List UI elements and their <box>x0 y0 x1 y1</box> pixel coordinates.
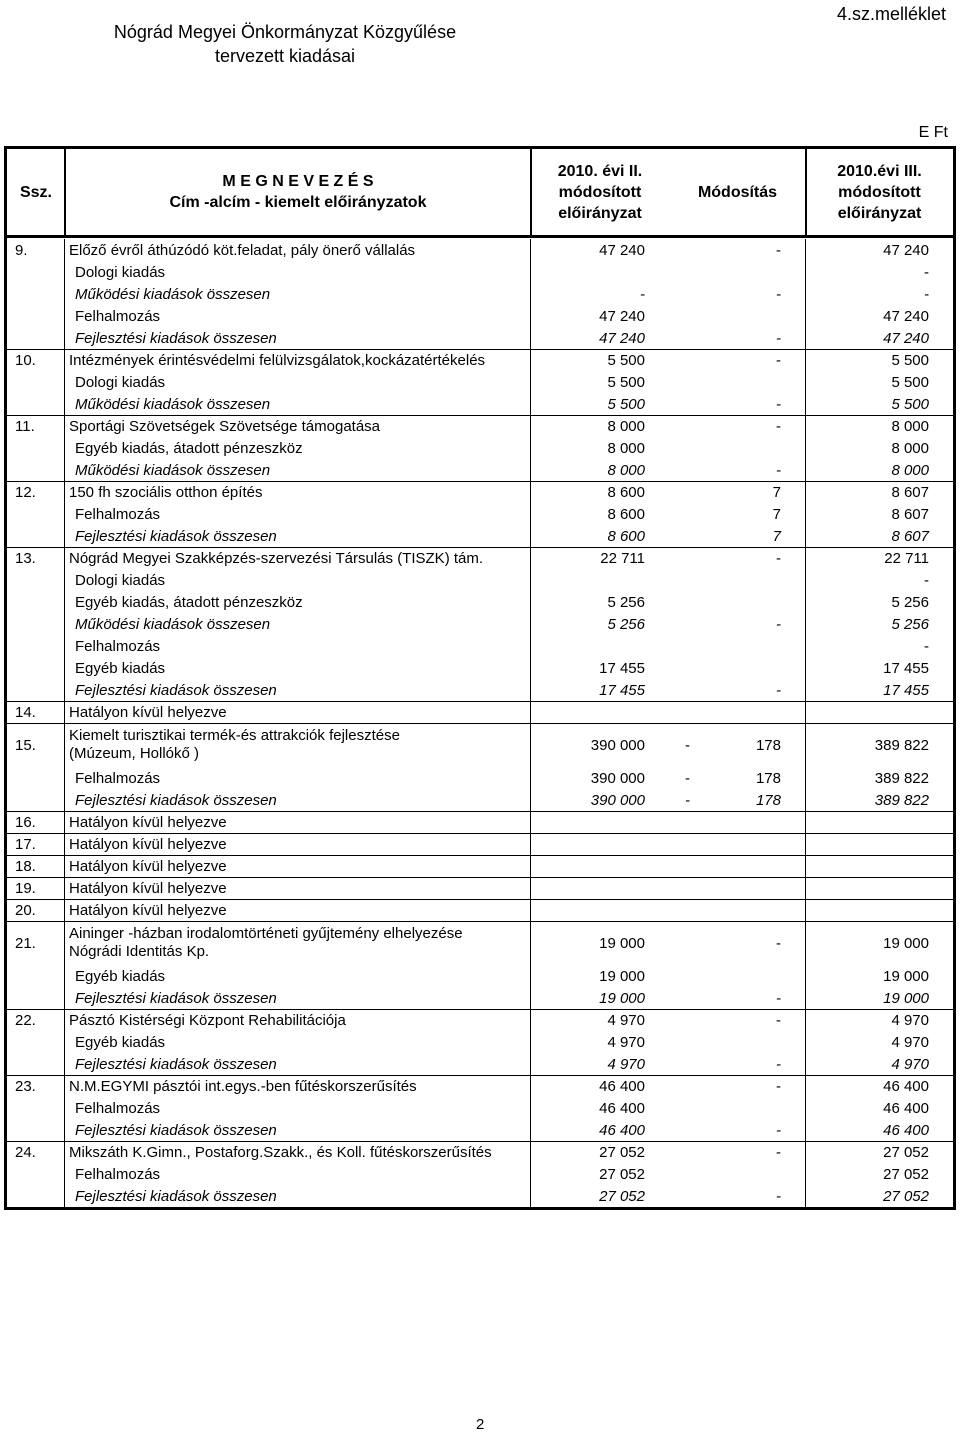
row-value-c2: - <box>776 1122 781 1139</box>
row-divider <box>7 701 953 702</box>
row-name: Felhalmozás <box>75 1100 161 1117</box>
row-name: Dologi kiadás <box>75 264 166 281</box>
row-name: N.M.EGYMI pásztói int.egys.-ben fűtéskorszerűsítés <box>69 1078 417 1095</box>
header-ssz: Ssz. <box>19 183 52 201</box>
table-row <box>7 371 953 393</box>
table-row <box>7 833 953 855</box>
row-value-c3: 17 455 <box>883 660 929 677</box>
row-name: Előző évről áthúzódó köt.feladat, pály önerő vállalás <box>69 242 416 259</box>
row-value-c3: 8 607 <box>891 484 929 501</box>
table-row <box>7 525 953 547</box>
row-ssz: 11. <box>15 418 35 435</box>
row-name: Dologi kiadás <box>75 572 166 589</box>
row-name: Működési kiadások összesen <box>75 396 271 413</box>
document-title-line1: Nógrád Megyei Önkormányzat Közgyűlése <box>113 22 457 42</box>
row-name: Pásztó Kistérségi Központ Rehabilitációja <box>69 1012 346 1029</box>
row-value-c3: 47 240 <box>883 242 929 259</box>
table-row <box>7 1009 953 1031</box>
table-header <box>7 149 953 238</box>
row-value-c1: 8 000 <box>607 418 645 435</box>
row-name: Dologi kiadás <box>75 374 166 391</box>
table-row <box>7 899 953 921</box>
row-value-c2: - <box>776 330 781 347</box>
budget-table <box>4 146 956 1210</box>
row-value-c2: - <box>776 550 781 567</box>
table-row <box>7 855 953 877</box>
row-value-c2: - <box>776 396 781 413</box>
row-ssz: 15. <box>15 737 36 754</box>
row-value-c3: 27 052 <box>883 1144 929 1161</box>
row-value-c2: - <box>776 352 781 369</box>
row-value-c3: 8 607 <box>891 506 929 523</box>
row-value-c3: 17 455 <box>883 682 929 699</box>
row-value-c1: 5 500 <box>607 374 645 391</box>
row-name-line2: (Múzeum, Hollókő ) <box>69 745 200 762</box>
row-value-c3: 8 607 <box>891 528 929 545</box>
row-value-c2-sign: - <box>685 737 690 754</box>
table-row <box>7 415 953 437</box>
row-ssz: 24. <box>15 1144 36 1161</box>
row-value-c3: 8 000 <box>891 462 929 479</box>
row-name-line1: Kiemelt turisztikai termék-és attrakciók fejlesztése <box>69 727 400 744</box>
table-row <box>7 701 953 723</box>
row-value-c1: 390 000 <box>590 737 645 754</box>
table-row <box>7 987 953 1009</box>
table-row <box>7 1053 953 1075</box>
row-divider <box>7 877 953 878</box>
table-row <box>7 657 953 679</box>
row-value-c1: 46 400 <box>599 1122 645 1139</box>
row-value-c3: 47 240 <box>883 330 929 347</box>
table-row <box>7 261 953 283</box>
row-value-c2: 178 <box>755 737 781 754</box>
row-value-c3: 5 500 <box>891 352 929 369</box>
row-value-c3: 47 240 <box>883 308 929 325</box>
row-divider <box>7 237 953 238</box>
row-value-c1: 27 052 <box>599 1166 645 1183</box>
row-divider <box>7 855 953 856</box>
row-value-c3: 5 256 <box>891 616 929 633</box>
table-row <box>7 1097 953 1119</box>
row-value-c1: 47 240 <box>599 242 645 259</box>
row-divider <box>7 723 953 724</box>
row-divider <box>7 899 953 900</box>
row-name: Nógrád Megyei Szakképzés-szervezési Társulás (TISZK) tám. <box>69 550 484 567</box>
row-value-c3: 389 822 <box>874 792 929 809</box>
row-value-c1: 390 000 <box>590 792 645 809</box>
row-divider <box>7 1075 953 1076</box>
row-name: Hatályon kívül helyezve <box>69 704 227 721</box>
row-value-c2: 7 <box>772 484 781 501</box>
table-row <box>7 811 953 833</box>
table-row <box>7 591 953 613</box>
table-row <box>7 1163 953 1185</box>
header-name-line1: M E G N E V E Z É S <box>222 173 374 190</box>
header-c2: Módosítás <box>697 183 778 201</box>
row-value-c3: 5 256 <box>891 594 929 611</box>
row-name: Felhalmozás <box>75 638 161 655</box>
row-ssz: 17. <box>15 836 36 853</box>
row-name: 150 fh szociális otthon építés <box>69 484 263 501</box>
row-value-c2: 7 <box>772 506 781 523</box>
row-value-c2: - <box>776 990 781 1007</box>
row-name: Működési kiadások összesen <box>75 462 271 479</box>
row-name: Fejlesztési kiadások összesen <box>75 330 277 347</box>
table-row <box>7 613 953 635</box>
row-name: Hatályon kívül helyezve <box>69 880 227 897</box>
header-c1: 2010. évi II. módosított előirányzat <box>557 162 643 222</box>
unit-label: E Ft <box>918 124 948 141</box>
row-ssz: 20. <box>15 902 36 919</box>
row-name: Egyéb kiadás <box>75 968 166 985</box>
table-row <box>7 569 953 591</box>
table-row <box>7 679 953 701</box>
row-name: Mikszáth K.Gimn., Postaforg.Szakk., és Koll. fűtéskorszerűsítés <box>69 1144 492 1161</box>
row-value-c2: - <box>776 418 781 435</box>
annex-label: 4.sz.melléklet <box>836 4 946 24</box>
table-row <box>7 1185 953 1207</box>
row-value-c3: 8 000 <box>891 440 929 457</box>
row-name: Fejlesztési kiadások összesen <box>75 792 277 809</box>
row-value-c1: 17 455 <box>599 682 645 699</box>
row-value-c3: 27 052 <box>883 1166 929 1183</box>
row-value-c1: 8 000 <box>607 462 645 479</box>
row-value-c2: - <box>776 616 781 633</box>
row-name: Fejlesztési kiadások összesen <box>75 1188 277 1205</box>
row-name: Felhalmozás <box>75 770 161 787</box>
row-value-c1: 27 052 <box>599 1144 645 1161</box>
row-name: Működési kiadások összesen <box>75 286 271 303</box>
row-value-c3: 46 400 <box>883 1122 929 1139</box>
table-row <box>7 393 953 415</box>
table-row <box>7 1141 953 1163</box>
row-value-c2: 7 <box>772 528 781 545</box>
row-value-c1: 47 240 <box>599 308 645 325</box>
table-row <box>7 877 953 899</box>
row-value-c1: 5 256 <box>607 616 645 633</box>
row-value-c3: 389 822 <box>874 770 929 787</box>
row-value-c1: 8 600 <box>607 528 645 545</box>
row-name: Fejlesztési kiadások összesen <box>75 1122 277 1139</box>
table-row <box>7 635 953 657</box>
row-ssz: 22. <box>15 1012 36 1029</box>
row-name-line2: Nógrádi Identitás Kp. <box>69 943 210 960</box>
row-name: Egyéb kiadás, átadott pénzeszköz <box>75 594 303 611</box>
row-value-c1: 8 600 <box>607 484 645 501</box>
row-divider <box>7 833 953 834</box>
row-value-c1: 4 970 <box>607 1012 645 1029</box>
row-name: Felhalmozás <box>75 1166 161 1183</box>
row-value-c1: 47 240 <box>599 330 645 347</box>
table-row <box>7 481 953 503</box>
table-row <box>7 349 953 371</box>
row-name: Fejlesztési kiadások összesen <box>75 990 277 1007</box>
row-name: Egyéb kiadás <box>75 1034 166 1051</box>
row-divider <box>7 349 953 350</box>
row-name: Fejlesztési kiadások összesen <box>75 682 277 699</box>
row-name-line1: Aininger -házban irodalomtörténeti gyűjtemény elhelyezése <box>69 925 463 942</box>
row-value-c1: 4 970 <box>607 1056 645 1073</box>
row-value-c3: 4 970 <box>891 1012 929 1029</box>
table-row <box>7 283 953 305</box>
row-divider <box>7 481 953 482</box>
row-name: Sportági Szövetségek Szövetsége támogatása <box>69 418 381 435</box>
row-value-c2: - <box>776 935 781 952</box>
row-ssz: 13. <box>15 550 36 567</box>
row-value-c2: - <box>776 1188 781 1205</box>
row-value-c3: 19 000 <box>883 968 929 985</box>
row-value-c1: 19 000 <box>599 990 645 1007</box>
page-number: 2 <box>476 1416 485 1433</box>
table-row <box>7 789 953 811</box>
row-value-c2: - <box>776 462 781 479</box>
table-row <box>7 305 953 327</box>
row-value-c3: - <box>924 264 929 281</box>
row-ssz: 23. <box>15 1078 36 1095</box>
row-value-c2: 178 <box>755 770 781 787</box>
row-value-c1: 46 400 <box>599 1078 645 1095</box>
row-value-c1: - <box>640 286 645 303</box>
row-value-c1: 4 970 <box>607 1034 645 1051</box>
row-value-c1: 390 000 <box>590 770 645 787</box>
table-row <box>7 239 953 261</box>
header-name-line2: Cím -alcím - kiemelt előirányzatok <box>169 194 427 211</box>
row-name: Működési kiadások összesen <box>75 616 271 633</box>
row-value-c3: 27 052 <box>883 1188 929 1205</box>
row-value-c1: 22 711 <box>600 550 645 567</box>
row-name: Fejlesztési kiadások összesen <box>75 528 277 545</box>
header-c3: 2010.évi III. módosított előirányzat <box>837 162 922 222</box>
row-name <box>69 727 400 763</box>
row-ssz: 18. <box>15 858 36 875</box>
row-name: Felhalmozás <box>75 308 161 325</box>
table-row <box>7 503 953 525</box>
header-name <box>65 149 531 235</box>
header-divider <box>64 149 66 235</box>
row-ssz: 19. <box>15 880 36 897</box>
row-divider <box>7 1009 953 1010</box>
table-row <box>7 921 953 965</box>
row-value-c2: - <box>776 1056 781 1073</box>
row-ssz: 14. <box>15 704 36 721</box>
row-value-c2: - <box>776 1012 781 1029</box>
row-value-c2-sign: - <box>685 792 690 809</box>
row-value-c1: 19 000 <box>599 935 645 952</box>
row-value-c3: 5 500 <box>891 374 929 391</box>
table-row <box>7 327 953 349</box>
row-value-c2: - <box>776 286 781 303</box>
table-row <box>7 965 953 987</box>
row-value-c1: 19 000 <box>599 968 645 985</box>
table-row <box>7 767 953 789</box>
row-value-c3: 19 000 <box>883 990 929 1007</box>
row-value-c1: 5 256 <box>607 594 645 611</box>
document-title-line2: tervezett kiadásai <box>214 46 356 66</box>
row-value-c1: 5 500 <box>607 352 645 369</box>
row-value-c3: 19 000 <box>883 935 929 952</box>
row-value-c3: 4 970 <box>891 1034 929 1051</box>
row-name: Felhalmozás <box>75 506 161 523</box>
row-name: Fejlesztési kiadások összesen <box>75 1056 277 1073</box>
table-row <box>7 1119 953 1141</box>
row-value-c2: - <box>776 682 781 699</box>
row-value-c3: 22 711 <box>884 550 929 567</box>
row-divider <box>7 811 953 812</box>
row-value-c2-sign: - <box>685 770 690 787</box>
table-row <box>7 1075 953 1097</box>
row-divider <box>7 547 953 548</box>
table-row <box>7 1031 953 1053</box>
row-value-c2: - <box>776 1144 781 1161</box>
row-divider <box>7 921 953 922</box>
row-divider <box>7 415 953 416</box>
row-name: Hatályon kívül helyezve <box>69 836 227 853</box>
row-ssz: 21. <box>15 935 36 952</box>
header-divider <box>805 149 807 235</box>
row-value-c1: 27 052 <box>599 1188 645 1205</box>
table-row <box>7 437 953 459</box>
row-name: Egyéb kiadás <box>75 660 166 677</box>
row-divider <box>7 1141 953 1142</box>
row-value-c1: 5 500 <box>607 396 645 413</box>
table-row <box>7 723 953 767</box>
row-name: Hatályon kívül helyezve <box>69 814 227 831</box>
row-value-c1: 46 400 <box>599 1100 645 1117</box>
row-value-c1: 8 600 <box>607 506 645 523</box>
table-row <box>7 459 953 481</box>
row-value-c3: 389 822 <box>874 737 929 754</box>
row-value-c3: 4 970 <box>891 1056 929 1073</box>
row-name: Hatályon kívül helyezve <box>69 858 227 875</box>
row-value-c1: 17 455 <box>599 660 645 677</box>
row-value-c2: - <box>776 242 781 259</box>
table-row <box>7 547 953 569</box>
row-value-c3: - <box>924 572 929 589</box>
row-value-c2: 178 <box>755 792 781 809</box>
row-value-c1: 8 000 <box>607 440 645 457</box>
row-value-c3: 46 400 <box>883 1100 929 1117</box>
row-name <box>69 925 463 961</box>
row-value-c3: 8 000 <box>891 418 929 435</box>
row-value-c3: 46 400 <box>883 1078 929 1095</box>
row-value-c3: - <box>924 286 929 303</box>
row-name: Intézmények érintésvédelmi felülvizsgálatok,kockázatértékelés <box>69 352 486 369</box>
row-ssz: 12. <box>15 484 36 501</box>
header-divider <box>530 149 532 235</box>
row-ssz: 10. <box>15 352 36 369</box>
row-value-c3: 5 500 <box>891 396 929 413</box>
row-value-c3: - <box>924 638 929 655</box>
row-ssz: 9. <box>15 242 28 259</box>
row-name: Egyéb kiadás, átadott pénzeszköz <box>75 440 303 457</box>
row-name: Hatályon kívül helyezve <box>69 902 227 919</box>
row-ssz: 16. <box>15 814 36 831</box>
row-value-c2: - <box>776 1078 781 1095</box>
